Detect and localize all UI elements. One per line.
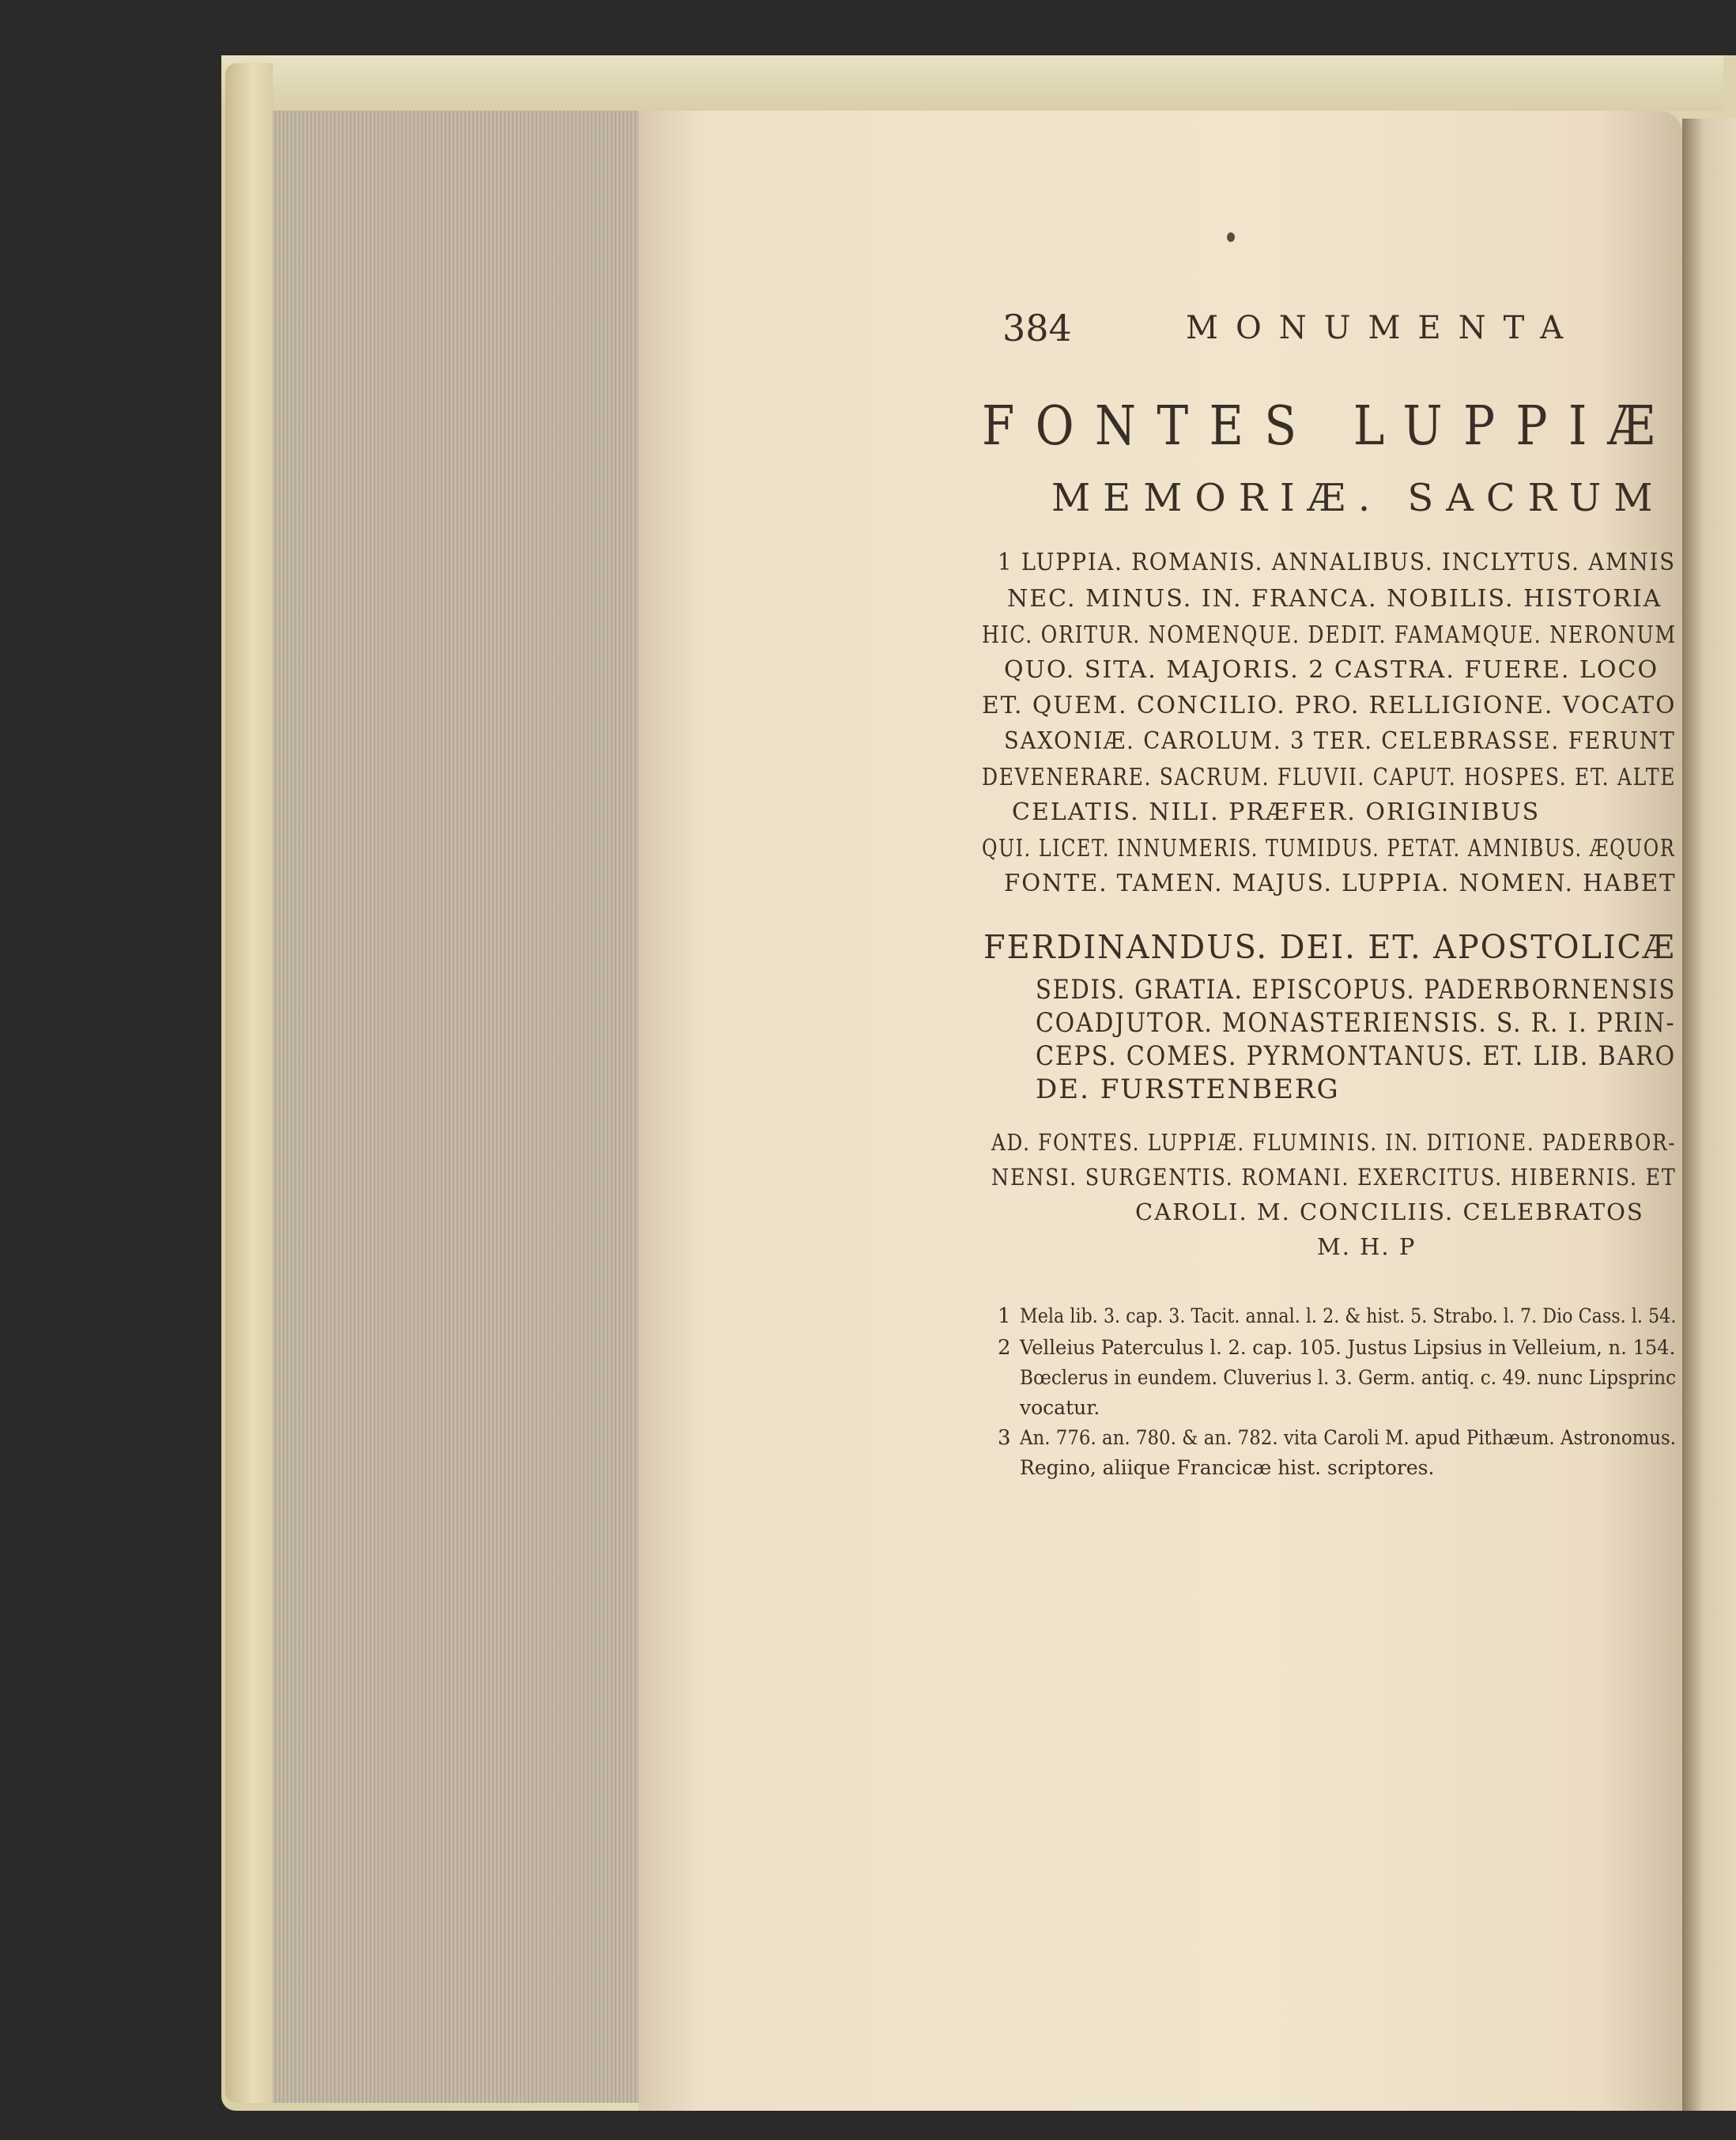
dedication-line: SEDIS. GRATIA. EPISCOPUS. PADERBORNENSIS	[1036, 974, 1677, 1006]
dedication-tail-line: M. H. P	[1317, 1233, 1417, 1260]
footnote-number: 1	[998, 1304, 1011, 1328]
dedication-tail-line: NENSI. SURGENTIS. ROMANI. EXERCITUS. HIBERNIS. ET	[991, 1164, 1677, 1191]
footnote-line: Regino, aliique Francicæ hist. scriptores.	[1020, 1456, 1435, 1479]
verse-line: NEC. MINUS. IN. FRANCA. NOBILIS. HISTORIA	[1007, 585, 1662, 613]
dedication-tail-line: AD. FONTES. LUPPIÆ. FLUMINIS. IN. DITIONE. PADERBOR-	[991, 1129, 1677, 1156]
verse-line: ET. QUEM. CONCILIO. PRO. RELLIGIONE. VOCATO	[982, 692, 1677, 719]
spine-edge	[225, 63, 273, 2103]
page-subtitle: MEMORIÆ. SACRUM	[1051, 476, 1666, 520]
ink-speck	[1227, 232, 1235, 242]
verse-line: QUO. SITA. MAJORIS. 2 CASTRA. FUERE. LOCO	[1004, 656, 1659, 684]
verse-line: 1 LUPPIA. ROMANIS. ANNALIBUS. INCLYTUS. AMNIS	[998, 549, 1676, 576]
verse-line: QUI. LICET. INNUMERIS. TUMIDUS. PETAT. AMNIBUS. ÆQUOR	[982, 835, 1676, 862]
dedication-line: FERDINANDUS. DEI. ET. APOSTOLICÆ	[983, 928, 1676, 966]
next-page-edge	[1682, 119, 1736, 2111]
verse-line: DEVENERARE. SACRUM. FLUVII. CAPUT. HOSPES. ET. ALTE	[982, 764, 1677, 791]
dedication-tail-line: CAROLI. M. CONCILIIS. CELEBRATOS	[1135, 1198, 1644, 1225]
footnote-line: vocatur.	[1020, 1396, 1100, 1419]
page-block-edge	[273, 111, 644, 2103]
footnote-number: 2	[998, 1336, 1011, 1360]
footnote-line: An. 776. an. 780. & an. 782. vita Caroli M. apud Pithæum. Astronomus.	[1020, 1426, 1677, 1449]
cover-top-edge	[221, 55, 1723, 111]
page-title: FONTES LUPPIÆ	[982, 395, 1676, 458]
verse-line: FONTE. TAMEN. MAJUS. LUPPIA. NOMEN. HABET	[1004, 870, 1677, 897]
footnote-line: Bœclerus in eundem. Cluverius l. 3. Germ. antiq. c. 49. nunc Lipsprinc	[1020, 1366, 1677, 1389]
verse-line: HIC. ORITUR. NOMENQUE. DEDIT. FAMAMQUE. NERONUM	[982, 621, 1677, 649]
dedication-line: CEPS. COMES. PYRMONTANUS. ET. LIB. BARO	[1036, 1040, 1677, 1072]
dedication-line: DE. FURSTENBERG	[1036, 1074, 1340, 1105]
page-number: 384	[1002, 307, 1072, 349]
footnote-number: 3	[998, 1426, 1011, 1450]
verse-line: CELATIS. NILI. PRÆFER. ORIGINIBUS	[1012, 798, 1541, 826]
verse-line: SAXONIÆ. CAROLUM. 3 TER. CELEBRASSE. FERUNT	[1004, 727, 1676, 755]
dedication-line: COADJUTOR. MONASTERIENSIS. S. R. I. PRIN-	[1036, 1007, 1676, 1039]
footnote-line: Mela lib. 3. cap. 3. Tacit. annal. l. 2. & hist. 5. Strabo. l. 7. Dio Cass. l. 54.	[1020, 1304, 1677, 1327]
running-head: MONUMENTA	[1186, 310, 1580, 346]
footnote-line: Velleius Paterculus l. 2. cap. 105. Justus Lipsius in Velleium, n. 154.	[1020, 1336, 1676, 1359]
